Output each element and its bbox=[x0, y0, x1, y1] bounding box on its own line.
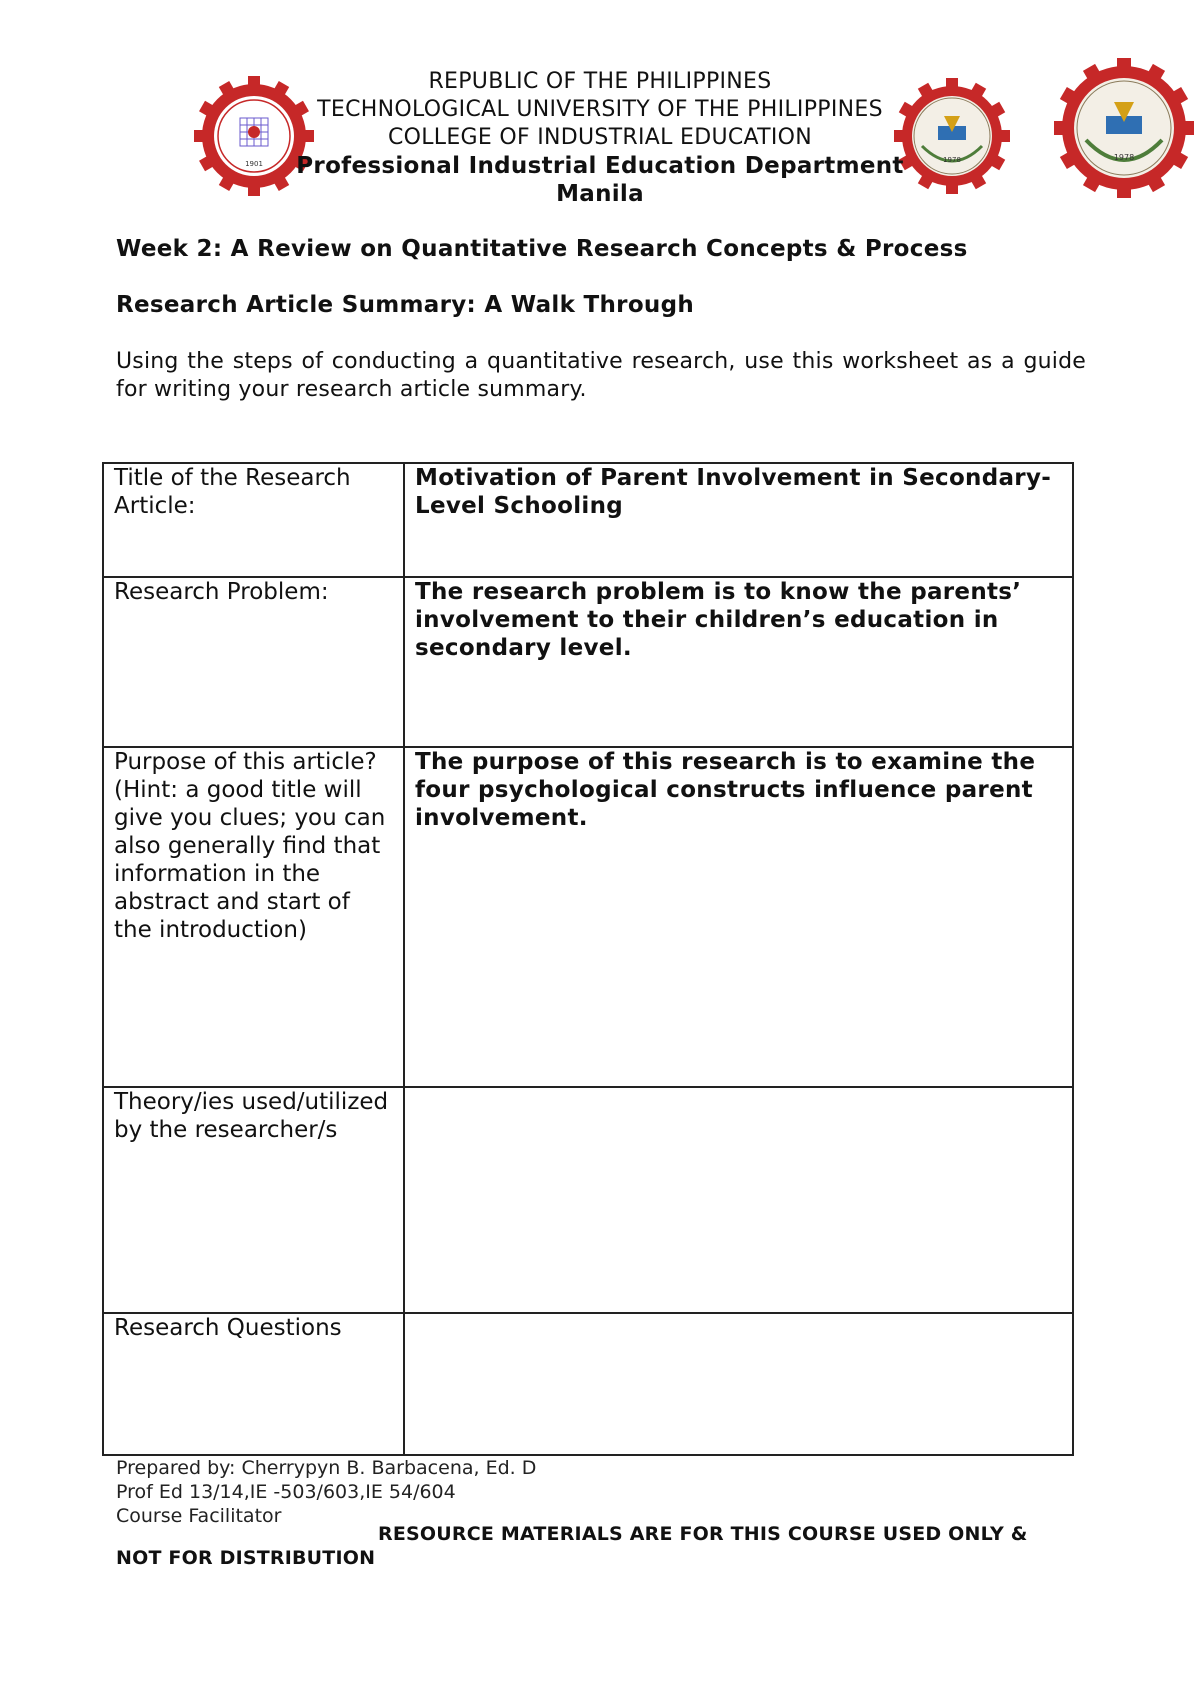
row-label: Purpose of this article? (Hint: a good title will give you clues; you can also generally find that information in the abstract and start of the introduction) bbox=[103, 747, 404, 1087]
table-row bbox=[103, 1087, 1073, 1313]
header-department: Professional Industrial Education Department bbox=[296, 153, 904, 179]
prepared-by: Prepared by: Cherrypyn B. Barbacena, Ed. D bbox=[116, 1457, 537, 1479]
facilitator-role: Course Facilitator bbox=[116, 1505, 282, 1527]
distribution-notice bbox=[116, 1522, 1066, 1570]
header-college: COLLEGE OF INDUSTRIAL EDUCATION bbox=[387, 125, 813, 150]
header-city: Manila bbox=[556, 181, 644, 207]
worksheet-subtitle: Research Article Summary: A Walk Through bbox=[116, 292, 695, 318]
svg-text:1901: 1901 bbox=[245, 160, 263, 168]
header-republic: REPUBLIC OF THE PHILIPPINES bbox=[428, 69, 772, 94]
document-header bbox=[0, 68, 1200, 208]
table-row bbox=[103, 577, 1073, 747]
row-value: Motivation of Parent Involvement in Secondary-Level Schooling bbox=[404, 463, 1073, 577]
intro-paragraph: Using the steps of conducting a quantitative research, use this worksheet as a guide for writing your research article summary. bbox=[116, 349, 1086, 402]
course-codes: Prof Ed 13/14,IE -503/603,IE 54/604 bbox=[116, 1481, 456, 1503]
row-value: The research problem is to know the parents’ involvement to their children’s education in secondary level. bbox=[404, 577, 1073, 747]
table-row bbox=[103, 1313, 1073, 1455]
table-row bbox=[103, 747, 1073, 1087]
row-value bbox=[404, 1087, 1073, 1313]
notice-line-2: NOT FOR DISTRIBUTION bbox=[116, 1547, 376, 1569]
seal-year: 1978 bbox=[1113, 153, 1135, 162]
prepared-by-block bbox=[116, 1456, 536, 1528]
table-row bbox=[103, 463, 1073, 577]
week-title: Week 2: A Review on Quantitative Research Concepts & Process bbox=[116, 236, 968, 262]
seal-year: 1978 bbox=[943, 156, 961, 164]
row-label: Research Questions bbox=[103, 1313, 404, 1455]
row-value: The purpose of this research is to examine the four psychological constructs influence parent involvement. bbox=[404, 747, 1073, 1087]
worksheet-table bbox=[102, 462, 1074, 1456]
header-university: TECHNOLOGICAL UNIVERSITY OF THE PHILIPPINES bbox=[317, 97, 883, 122]
row-value bbox=[404, 1313, 1073, 1455]
row-label: Title of the Research Article: bbox=[103, 463, 404, 577]
row-label: Research Problem: bbox=[103, 577, 404, 747]
notice-line-1: RESOURCE MATERIALS ARE FOR THIS COURSE USED ONLY & bbox=[378, 1523, 1028, 1545]
row-label: Theory/ies used/utilized by the researcher/s bbox=[103, 1087, 404, 1313]
